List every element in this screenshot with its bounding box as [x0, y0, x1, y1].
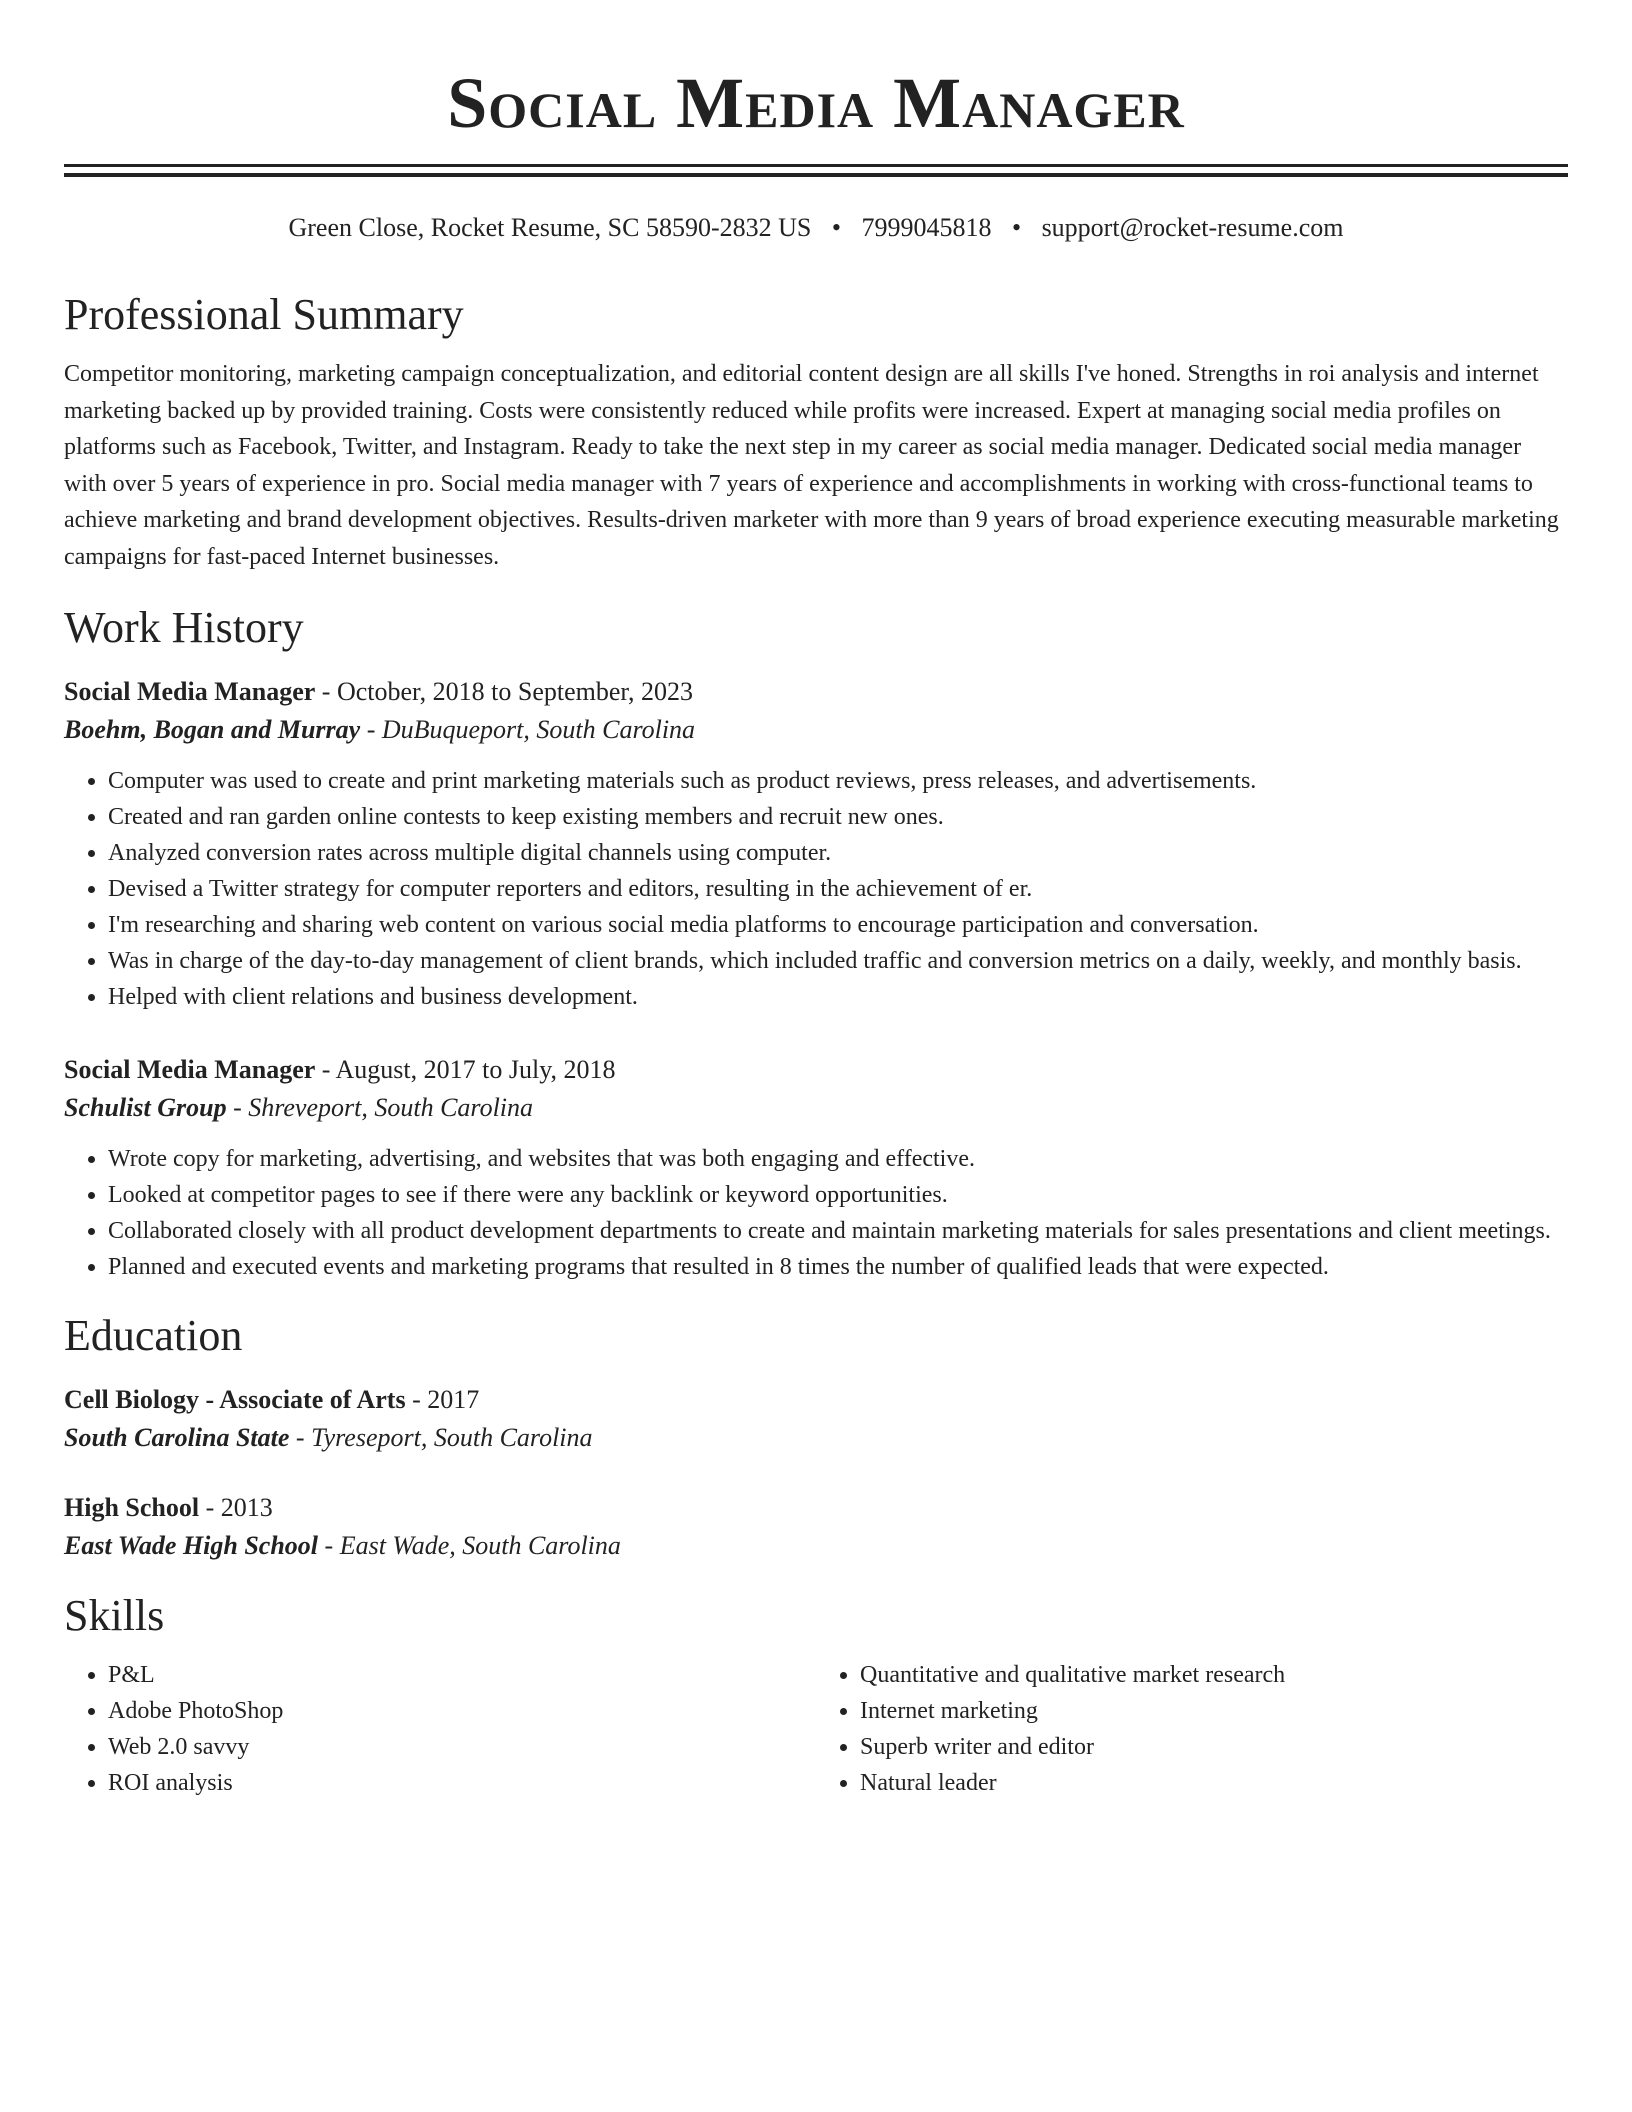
job-dates: - October, 2018 to September, 2023	[315, 677, 694, 706]
job-bullet: • Wrote copy for marketing, advertising, and websites that was both engaging and effective.	[108, 1141, 1568, 1177]
education-degree-line	[64, 1381, 1568, 1419]
education-year: - 2017	[405, 1385, 480, 1414]
work-history-heading: Work History	[64, 603, 304, 652]
contact-email: support@rocket-resume.com	[1041, 213, 1344, 242]
skill-item: • Natural leader	[860, 1765, 1568, 1801]
contact-line	[64, 211, 1568, 245]
skill-item: • Internet marketing	[860, 1693, 1568, 1729]
job-role: Social Media Manager	[64, 677, 316, 706]
education-entry	[64, 1489, 1568, 1565]
skill-item: • Web 2.0 savvy	[108, 1729, 816, 1765]
education-heading: Education	[64, 1311, 243, 1360]
resume-name-title: Social Media Manager	[447, 63, 1185, 143]
job-location: - Shreveport, South Carolina	[226, 1093, 534, 1122]
education-school: East Wade High School	[64, 1531, 319, 1560]
job-bullet: • Analyzed conversion rates across multiple digital channels using computer.	[108, 835, 1568, 871]
education-school: South Carolina State	[64, 1423, 290, 1452]
job-dates: - August, 2017 to July, 2018	[315, 1055, 616, 1084]
job-bullet: • Looked at competitor pages to see if there were any backlink or keyword opportunities.	[108, 1177, 1568, 1213]
skills-columns	[64, 1657, 1568, 1801]
education-degree-line	[64, 1489, 1568, 1527]
education-entry	[64, 1381, 1568, 1457]
contact-phone: 7999045818	[861, 213, 992, 242]
job-entry	[64, 1051, 1568, 1285]
header-divider-top	[64, 164, 1568, 167]
job-bullet: • Helped with client relations and business development.	[108, 979, 1568, 1015]
summary-text: Competitor monitoring, marketing campaign conceptualization, and editorial content design are all skills I've honed. Strengths in roi analysis and internet marketing backed up by provided training. Costs were consistently reduced while profits were increased. Expert at managing social media profiles on platforms such as Facebook, Twitter, and Instagram. Ready to take the next step in my career as social media manager. Dedicated social media manager with over 5 years of experience in pro. Social media manager with 7 years of experience and accomplishments in working with cross-functional teams to achieve marketing and brand development objectives. Results-driven marketer with more than 9 years of broad experience executing measurable marketing campaigns for fast-paced Internet businesses.	[64, 361, 1559, 570]
job-bullet: • Created and ran garden online contests to keep existing members and recruit new ones.	[108, 799, 1568, 835]
skill-item: • ROI analysis	[108, 1765, 816, 1801]
education-degree: Cell Biology - Associate of Arts	[64, 1385, 406, 1414]
skill-item: • Superb writer and editor	[860, 1729, 1568, 1765]
skills-heading: Skills	[64, 1591, 165, 1640]
job-title-line	[64, 1051, 1568, 1089]
job-company: Schulist Group	[64, 1093, 227, 1122]
job-bullet-list	[64, 1141, 1568, 1285]
job-bullet: • Was in charge of the day-to-day management of client brands, which included traffic and conversion metrics on a daily, weekly, and monthly basis.	[108, 943, 1568, 979]
job-bullet: • Collaborated closely with all product development departments to create and maintain marketing materials for sales presentations and client meetings.	[108, 1213, 1568, 1249]
job-bullet-list	[64, 763, 1568, 1015]
job-title-line	[64, 673, 1568, 711]
skill-item: • Adobe PhotoShop	[108, 1693, 816, 1729]
education-school-line	[64, 1419, 1568, 1457]
job-company: Boehm, Bogan and Murray	[64, 715, 361, 744]
skill-item: • P&L	[108, 1657, 816, 1693]
job-entry	[64, 673, 1568, 1015]
job-bullet: • I'm researching and sharing web content on various social media platforms to encourage participation and conversation.	[108, 907, 1568, 943]
job-bullet: • Devised a Twitter strategy for computer reporters and editors, resulting in the achievement of er.	[108, 871, 1568, 907]
education-location: - Tyreseport, South Carolina	[289, 1423, 593, 1452]
skills-list-left	[64, 1657, 816, 1801]
skills-list-right	[816, 1657, 1568, 1801]
education-school-line	[64, 1527, 1568, 1565]
job-bullet: • Planned and executed events and marketing programs that resulted in 8 times the number of qualified leads that were expected.	[108, 1249, 1568, 1285]
job-location: - DuBuqueport, South Carolina	[360, 715, 696, 744]
job-role: Social Media Manager	[64, 1055, 316, 1084]
skill-item: • Quantitative and qualitative market research	[860, 1657, 1568, 1693]
job-bullet: • Computer was used to create and print marketing materials such as product reviews, press releases, and advertisements.	[108, 763, 1568, 799]
job-company-line	[64, 711, 1568, 749]
header-divider-bottom	[64, 173, 1568, 177]
contact-address: Green Close, Rocket Resume, SC 58590-2832 US	[288, 213, 812, 242]
contact-separator: •	[831, 213, 841, 242]
education-degree: High School	[64, 1493, 200, 1522]
summary-heading: Professional Summary	[64, 290, 464, 339]
education-location: - East Wade, South Carolina	[318, 1531, 621, 1560]
contact-separator: •	[1011, 213, 1022, 242]
job-company-line	[64, 1089, 1568, 1127]
education-year: - 2013	[199, 1493, 273, 1522]
